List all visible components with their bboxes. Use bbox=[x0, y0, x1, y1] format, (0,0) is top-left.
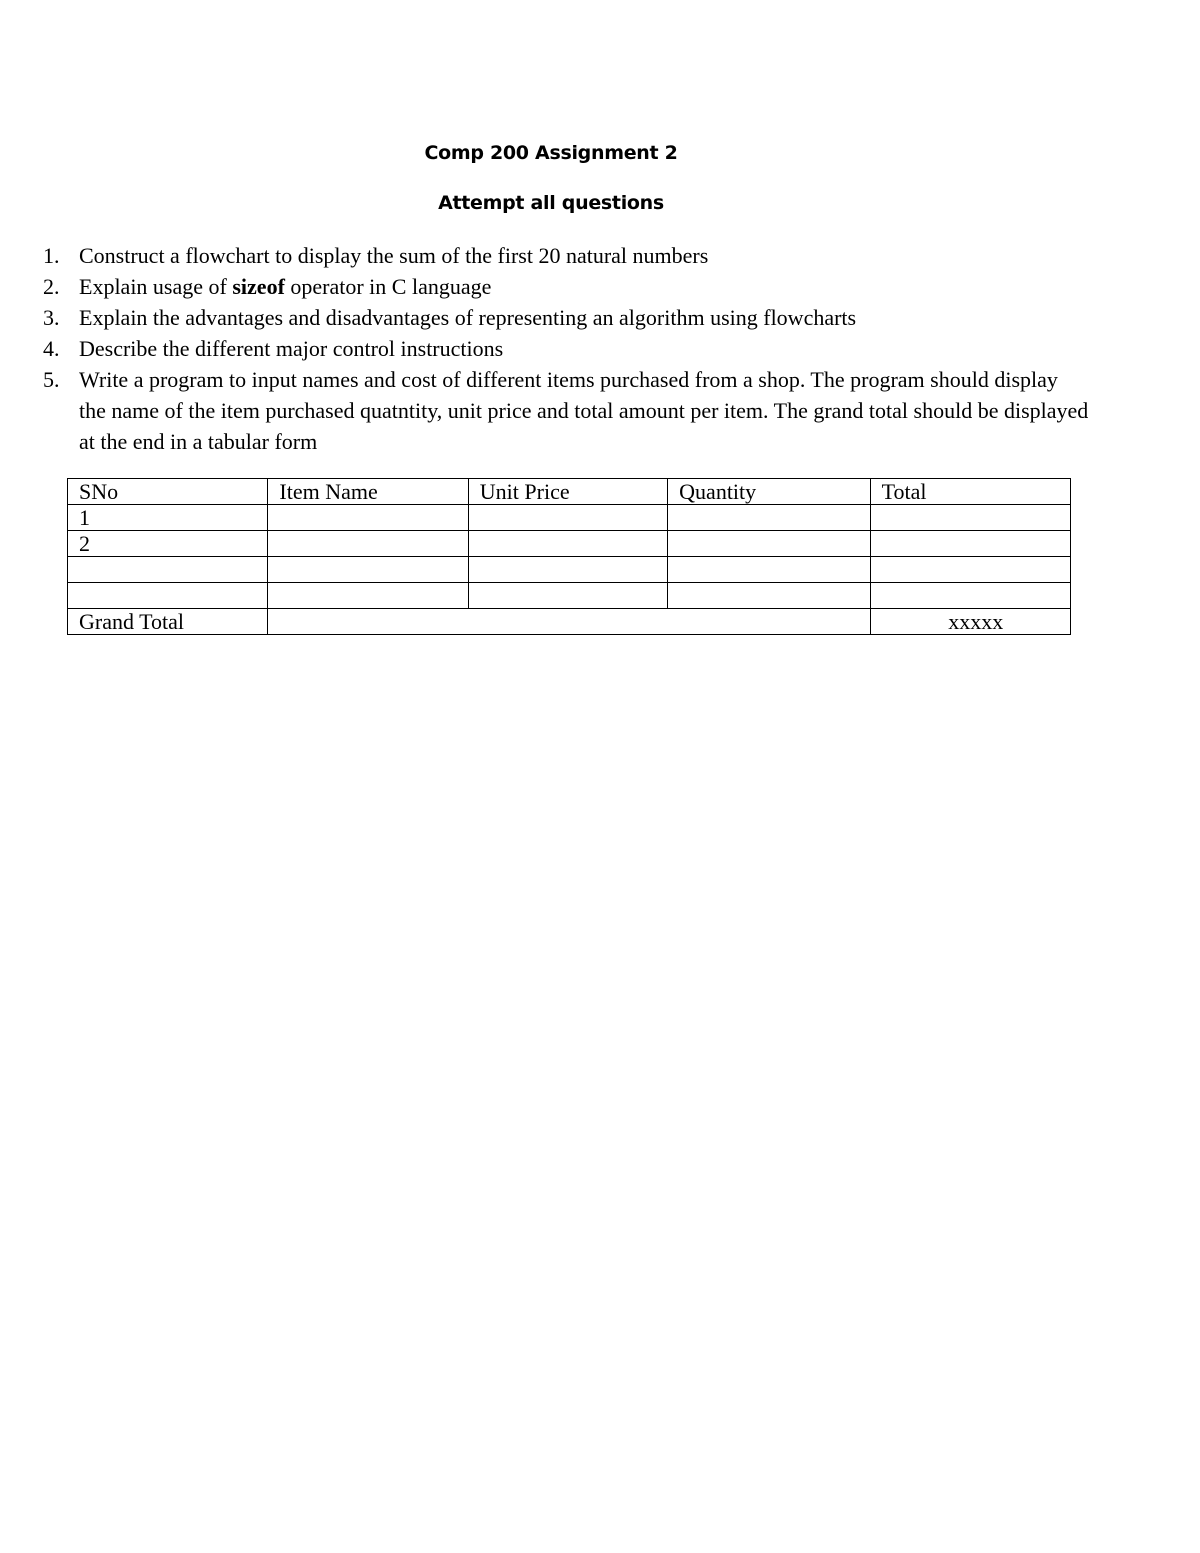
question-item bbox=[0, 271, 1090, 302]
document-title: Comp 200 Assignment 2 bbox=[424, 142, 678, 164]
column-header-total: Total bbox=[870, 479, 1070, 505]
question-text: Construct a flowchart to display the sum of the first 20 natural numbers bbox=[79, 243, 709, 268]
table-cell bbox=[668, 531, 870, 557]
question-text: Describe the different major control instructions bbox=[79, 336, 504, 361]
column-header-sno: SNo bbox=[68, 479, 268, 505]
question-number: 1. bbox=[43, 243, 60, 268]
table-cell bbox=[268, 583, 468, 609]
question-number: 2. bbox=[43, 274, 60, 299]
table-cell bbox=[268, 531, 468, 557]
table-cell bbox=[468, 505, 667, 531]
table-header-row bbox=[68, 479, 1071, 505]
question-item bbox=[0, 302, 1090, 333]
table-cell bbox=[468, 531, 667, 557]
column-header-quantity: Quantity bbox=[668, 479, 870, 505]
table-cell bbox=[668, 583, 870, 609]
table-cell: 2 bbox=[68, 531, 268, 557]
table-cell bbox=[268, 557, 468, 583]
table-cell bbox=[68, 583, 268, 609]
question-number: 3. bbox=[43, 305, 60, 330]
question-number: 4. bbox=[43, 336, 60, 361]
table-cell bbox=[870, 557, 1070, 583]
table-cell bbox=[870, 583, 1070, 609]
table-cell bbox=[268, 505, 468, 531]
table-cell bbox=[68, 557, 268, 583]
question-keyword: sizeof bbox=[232, 274, 285, 299]
table-footer-row bbox=[68, 609, 1071, 635]
document-subtitle: Attempt all questions bbox=[438, 192, 664, 214]
table-cell: 1 bbox=[68, 505, 268, 531]
table-cell bbox=[468, 557, 667, 583]
column-header-item-name: Item Name bbox=[268, 479, 468, 505]
table-cell bbox=[668, 505, 870, 531]
question-item bbox=[0, 364, 1090, 457]
table-cell bbox=[468, 583, 667, 609]
table-cell bbox=[870, 531, 1070, 557]
question-text-before: Explain usage of bbox=[79, 274, 233, 299]
column-header-unit-price: Unit Price bbox=[468, 479, 667, 505]
question-item bbox=[0, 240, 1090, 271]
grand-total-spacer bbox=[268, 609, 870, 635]
question-number: 5. bbox=[43, 367, 60, 392]
question-list bbox=[0, 240, 1090, 457]
question-item bbox=[0, 333, 1090, 364]
question-text: Explain the advantages and disadvantages of representing an algorithm using flowcharts bbox=[79, 305, 857, 330]
table-row bbox=[68, 557, 1071, 583]
question-text: Write a program to input names and cost of different items purchased from a shop. The program should display the name of the item purchased quatntity, unit price and total amount per item. The grand total should be displayed at the end in a tabular form bbox=[79, 367, 1089, 454]
table-cell bbox=[668, 557, 870, 583]
table-row bbox=[68, 531, 1071, 557]
table-row bbox=[68, 505, 1071, 531]
table-row bbox=[68, 583, 1071, 609]
table-cell bbox=[870, 505, 1070, 531]
grand-total-label: Grand Total bbox=[68, 609, 268, 635]
items-table bbox=[67, 478, 1071, 635]
grand-total-value: xxxxx bbox=[870, 609, 1070, 635]
question-text-after: operator in C language bbox=[284, 274, 492, 299]
